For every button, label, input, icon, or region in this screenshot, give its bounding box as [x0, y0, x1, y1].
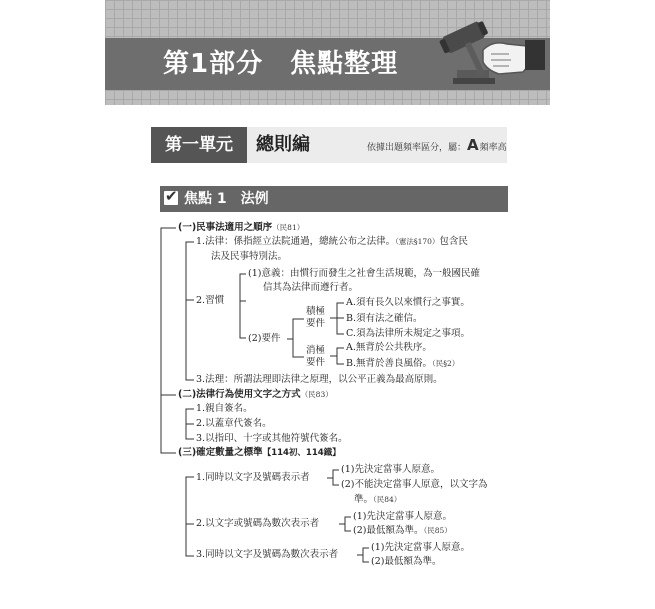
positive-item: B.須有法之確信。: [346, 313, 423, 324]
checkbox-check-icon: ✔: [165, 187, 178, 205]
custom-meaning: (1)意義：由慣行而發生之社會生活規範，為一般國民確: [248, 268, 480, 279]
quantity-rule-label: 1.同時以文字及號碼表示者: [196, 472, 310, 483]
list-item: 3.以指印、十字或其他符號代簽名。: [196, 433, 348, 444]
quantity-rule-item: (2)最低額為準。: [371, 556, 442, 567]
section-heading: (一)民事法適用之順序（民81）: [178, 222, 305, 233]
unit-name: 總則編: [256, 134, 310, 155]
quantity-rule-label: 2.以文字或號碼為數次表示者: [196, 518, 320, 529]
outline-item-principle: 3.法理：所謂法理即法律之原理，以公平正義為最高原則。: [196, 374, 443, 385]
frequency-grade: A: [467, 136, 479, 154]
section-heading: (二)法律行為使用文字之方式（民83）: [178, 389, 333, 400]
custom-requirements: (2)要件: [248, 333, 281, 344]
frequency-note-prefix: 依據出題頻率區分，屬：: [367, 143, 467, 153]
positive-item: A.須有長久以來慣行之事實。: [346, 297, 470, 308]
section-heading: (三)確定數量之標準【114初、114鐵】: [178, 447, 341, 458]
page-title: 第1部分 焦點整理: [163, 49, 399, 79]
list-item: 2.以蓋章代簽名。: [196, 418, 272, 429]
negative-item: B.無背於善良風俗。（民§2）: [346, 358, 460, 369]
negative-item: A.無背於公共秩序。: [346, 342, 432, 353]
focus-title: 焦點 1 法例: [184, 191, 269, 207]
quantity-rule-item: (1)先決定當事人原意。: [341, 464, 440, 475]
frequency-note-suffix: 頻率高: [479, 143, 507, 153]
quantity-rule-label: 3.同時以文字及號碼為數次表示者: [196, 549, 339, 560]
quantity-rule-item: (2)不能決定當事人原意，以文字為: [341, 479, 488, 490]
outline-item-law-continued: 法及民事特別法。: [211, 251, 288, 262]
outline-item-custom: 2.習慣: [196, 295, 225, 306]
unit-label: 第一單元: [151, 127, 247, 163]
positive-requirements-label: 積極要件: [306, 306, 326, 329]
negative-requirements-label: 消極要件: [306, 345, 326, 368]
positive-item: C.須為法律所未規定之事項。: [346, 328, 470, 339]
outline-item-law: 1.法律：係指經立法院通過，總統公布之法律。（憲法§170）包含民: [196, 236, 468, 247]
quantity-rule-item: (2)最低額為準。（民85）: [353, 525, 452, 536]
quantity-rule-item-continued: 準。（民84）: [354, 494, 402, 505]
quantity-rule-item: (1)先決定當事人原意。: [371, 542, 470, 553]
custom-meaning-continued: 信其為法律而遵行者。: [263, 282, 359, 293]
quantity-rule-item: (1)先決定當事人原意。: [353, 511, 452, 522]
list-item: 1.親自簽名。: [196, 403, 253, 414]
